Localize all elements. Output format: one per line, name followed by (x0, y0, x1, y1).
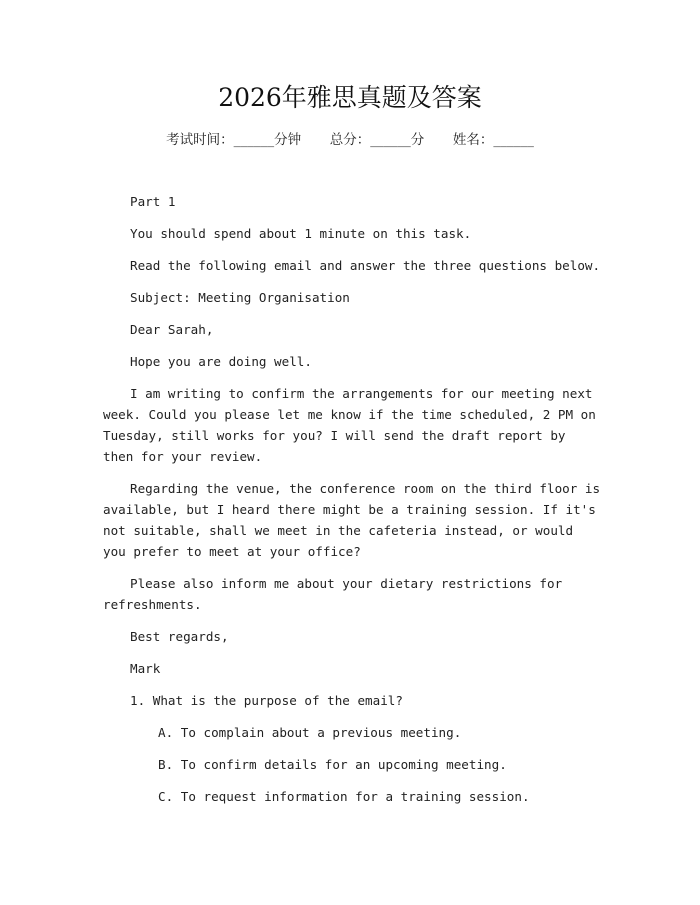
answer-option: A. To complain about a previous meeting. (158, 725, 462, 740)
exam-time-field (166, 132, 301, 148)
instruction-text: You should spend about 1 minute on this task. (130, 226, 472, 241)
name-field (453, 132, 534, 148)
document-title: 2026年雅思真题及答案 (218, 83, 482, 112)
email-paragraph: I am writing to confirm the arrangements for our meeting next week. Could you please let me know if the time scheduled, 2 PM on Tuesday, still works for you? I will send the draft report by then for your review. (103, 386, 596, 464)
answer-option: C. To request information for a training session. (158, 789, 530, 804)
total-score-unit: 分 (410, 132, 425, 148)
total-score-field (330, 132, 425, 148)
email-signature: Mark (130, 661, 161, 676)
instruction-text: Read the following email and answer the three questions below. (130, 258, 601, 273)
name-blank: ______ (493, 132, 534, 148)
name-label: 姓名： (452, 132, 494, 148)
email-paragraph: Hope you are doing well. (130, 354, 312, 369)
exam-time-blank: ______ (233, 132, 275, 148)
document-body (103, 191, 603, 818)
email-paragraph: Regarding the venue, the conference room on the third floor is available, but I heard there might be a training session. If it's not suitable, shall we meet in the cafeteria instead, or would you prefer to meet at your office? (103, 481, 601, 559)
exam-meta-line (0, 130, 700, 150)
total-score-label: 总分： (329, 132, 371, 148)
total-score-blank: ______ (370, 132, 411, 148)
answer-option: B. To confirm details for an upcoming meeting. (158, 757, 507, 772)
section-heading: Part 1 (130, 194, 176, 209)
exam-time-label: 考试时间： (166, 132, 234, 148)
email-paragraph: Please also inform me about your dietary restrictions for refreshments. (103, 576, 563, 612)
exam-time-unit: 分钟 (274, 132, 302, 148)
email-signoff: Best regards, (130, 629, 229, 644)
question-text: 1. What is the purpose of the email? (130, 693, 403, 708)
email-greeting: Dear Sarah, (130, 322, 214, 337)
email-subject: Subject: Meeting Organisation (130, 290, 350, 305)
